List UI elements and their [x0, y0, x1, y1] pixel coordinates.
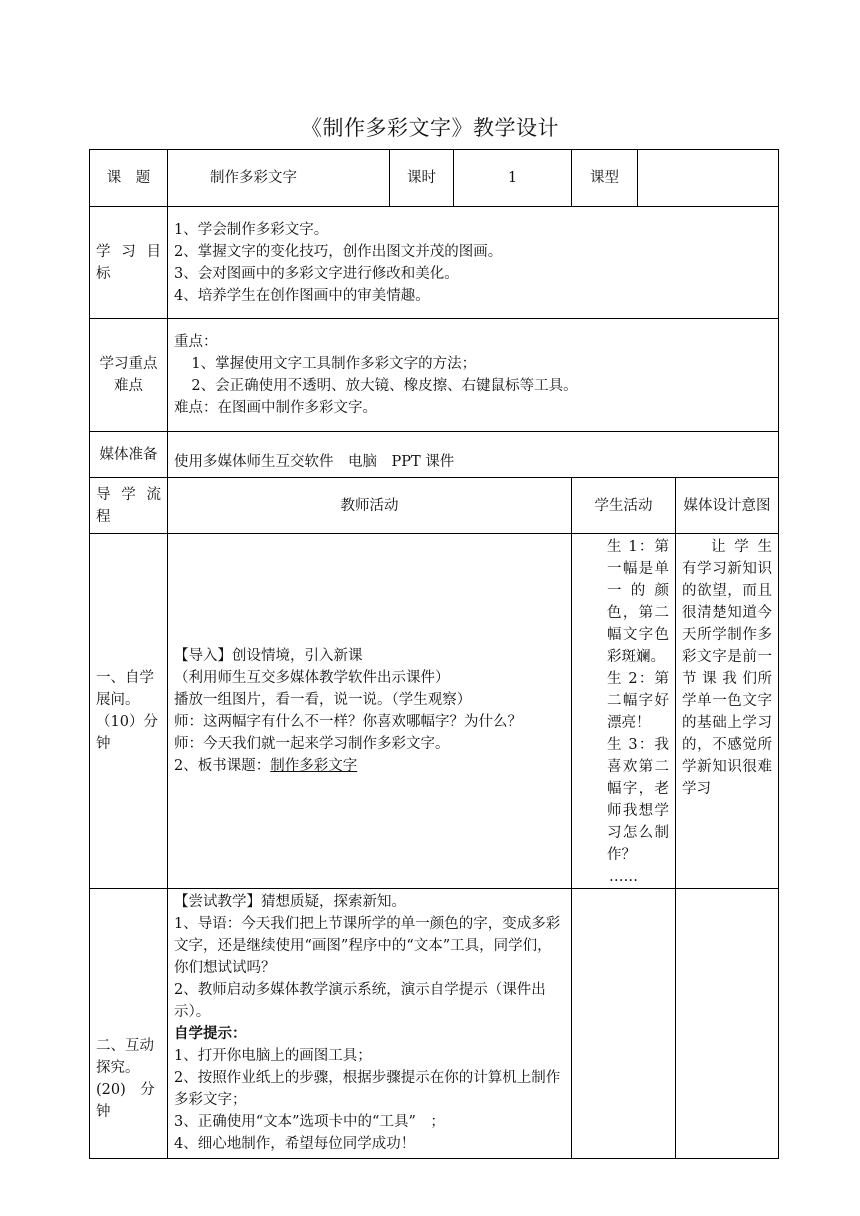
- design-text: 让 学 生有学习新知识的欲望，而且很清楚知道今天所学制作多彩文字是前一节 课 我 们所学单一色文字的基础上学习的，不感觉所学新知识很难学习: [682, 539, 772, 797]
- type-label: 课型: [572, 150, 638, 207]
- topic-row: [90, 150, 779, 207]
- section1-label-line: 展问。: [96, 692, 140, 708]
- board-prefix: 2、板书课题：: [174, 758, 271, 774]
- student-ellipsis: ……: [609, 869, 638, 885]
- board-line: [174, 755, 565, 777]
- objective-item: 1、学会制作多彩文字。: [174, 221, 329, 238]
- student-line: 生 3：我喜欢第二幅字，老师我想学习怎么制作？: [607, 737, 669, 863]
- tip-item: 4、细心地制作，希望每位同学成功！: [174, 1136, 416, 1152]
- teacher-line: 播放一组图片，看一看，说一说。（学生观察）: [174, 692, 472, 708]
- objective-item: 2、掌握文字的变化技巧，创作出图文并茂的图画。: [174, 243, 503, 260]
- section2-teacher: [168, 889, 572, 1159]
- teacher-line: 【尝试教学】猜想质疑，探索新知。: [174, 894, 406, 910]
- media-value: 使用多媒体师生互交软件 电脑 PPT 课件: [168, 432, 779, 478]
- section2-design: [676, 889, 779, 1159]
- objectives-row: [90, 207, 779, 319]
- section2-label-line: (20) 分: [96, 1081, 155, 1098]
- keypoints-content: [168, 319, 779, 432]
- media-label: 媒体准备: [90, 432, 168, 478]
- flow-header: 导 学 流程: [90, 478, 168, 534]
- document-title: 《制作多彩文字》教学设计: [301, 116, 559, 140]
- section2-label: [90, 889, 168, 1159]
- section2-student: [572, 889, 676, 1159]
- hours-value: 1: [454, 150, 572, 207]
- section1-label-line: 一、自学: [96, 670, 154, 686]
- tips-heading: [174, 1023, 565, 1045]
- section2-label-line: 探究。: [96, 1059, 140, 1076]
- teacher-header: 教师活动: [168, 478, 572, 534]
- section1-label-line: （10）分: [96, 714, 158, 730]
- design-header: 媒体设计意图: [676, 478, 779, 534]
- media-row: [90, 432, 779, 478]
- section2-row: [90, 889, 779, 1159]
- section1-student: [572, 534, 676, 889]
- tip-item: 3、正确使用“文本”选项卡中的“工具” ；: [174, 1114, 445, 1130]
- objectives-label: 学 习 目标: [90, 207, 168, 319]
- teacher-line: （利用师生互交多媒体教学软件出示课件）: [174, 670, 450, 686]
- student-line: 生 2：第二幅字好漂亮！: [607, 671, 669, 731]
- keypoints-heading: 重点：: [174, 334, 218, 350]
- type-value: [638, 150, 779, 207]
- section2-label-line: 钟: [96, 1103, 111, 1120]
- hours-label: 课时: [390, 150, 454, 207]
- keypoint-item: 1、掌握使用文字工具制作多彩文字的方法；: [191, 356, 477, 372]
- keypoint-item: 2、会正确使用不透明、放大镜、橡皮擦、右键鼠标等工具。: [191, 378, 578, 394]
- topic-label: 课 题: [90, 150, 168, 207]
- objective-item: 3、会对图画中的多彩文字进行修改和美化。: [174, 265, 459, 282]
- student-line: 生 1：第一幅是单一的颜色，第二幅文字色彩斑斓。: [607, 539, 669, 665]
- flow-header-row: [90, 478, 779, 534]
- student-header: 学生活动: [572, 478, 676, 534]
- objectives-content: [168, 207, 779, 319]
- section1-teacher: [168, 534, 572, 889]
- objective-item: 4、培养学生在创作图画中的审美情趣。: [174, 287, 430, 304]
- tips-heading-text: 自学提示：: [174, 1025, 247, 1042]
- tip-item: 1、打开你电脑上的画图工具；: [174, 1048, 372, 1064]
- teacher-line: 2、教师启动多媒体教学演示系统，演示自学提示（课件出示）。: [174, 982, 546, 1020]
- section1-design: [676, 534, 779, 889]
- difficulty-text: 难点：在图画中制作多彩文字。: [174, 400, 377, 416]
- board-title: 制作多彩文字: [270, 758, 358, 774]
- section2-label-line: 二、互动: [96, 1037, 154, 1054]
- section1-row: [90, 534, 779, 889]
- keypoints-label: 学习重点难点: [90, 319, 168, 432]
- section1-label-line: 钟: [96, 736, 111, 752]
- tip-item: 2、按照作业纸上的步骤，根据步骤提示在你的计算机上制作多彩文字；: [174, 1070, 561, 1108]
- teacher-line: 师：今天我们就一起来学习制作多彩文字。: [174, 736, 450, 752]
- keypoints-row: [90, 319, 779, 432]
- teacher-line: 【导入】创设情境，引入新课: [174, 648, 363, 664]
- teacher-line: 师：这两幅字有什么不一样？你喜欢哪幅字？为什么？: [174, 714, 522, 730]
- topic-value: 制作多彩文字: [168, 150, 390, 207]
- section1-label: [90, 534, 168, 889]
- lesson-plan-table: [89, 149, 779, 1159]
- teacher-line: 1、导语：今天我们把上节课所学的单一颜色的字，变成多彩文字，还是继续使用“画图”程序中的“文本”工具，同学们，你们想试试吗？: [174, 916, 561, 976]
